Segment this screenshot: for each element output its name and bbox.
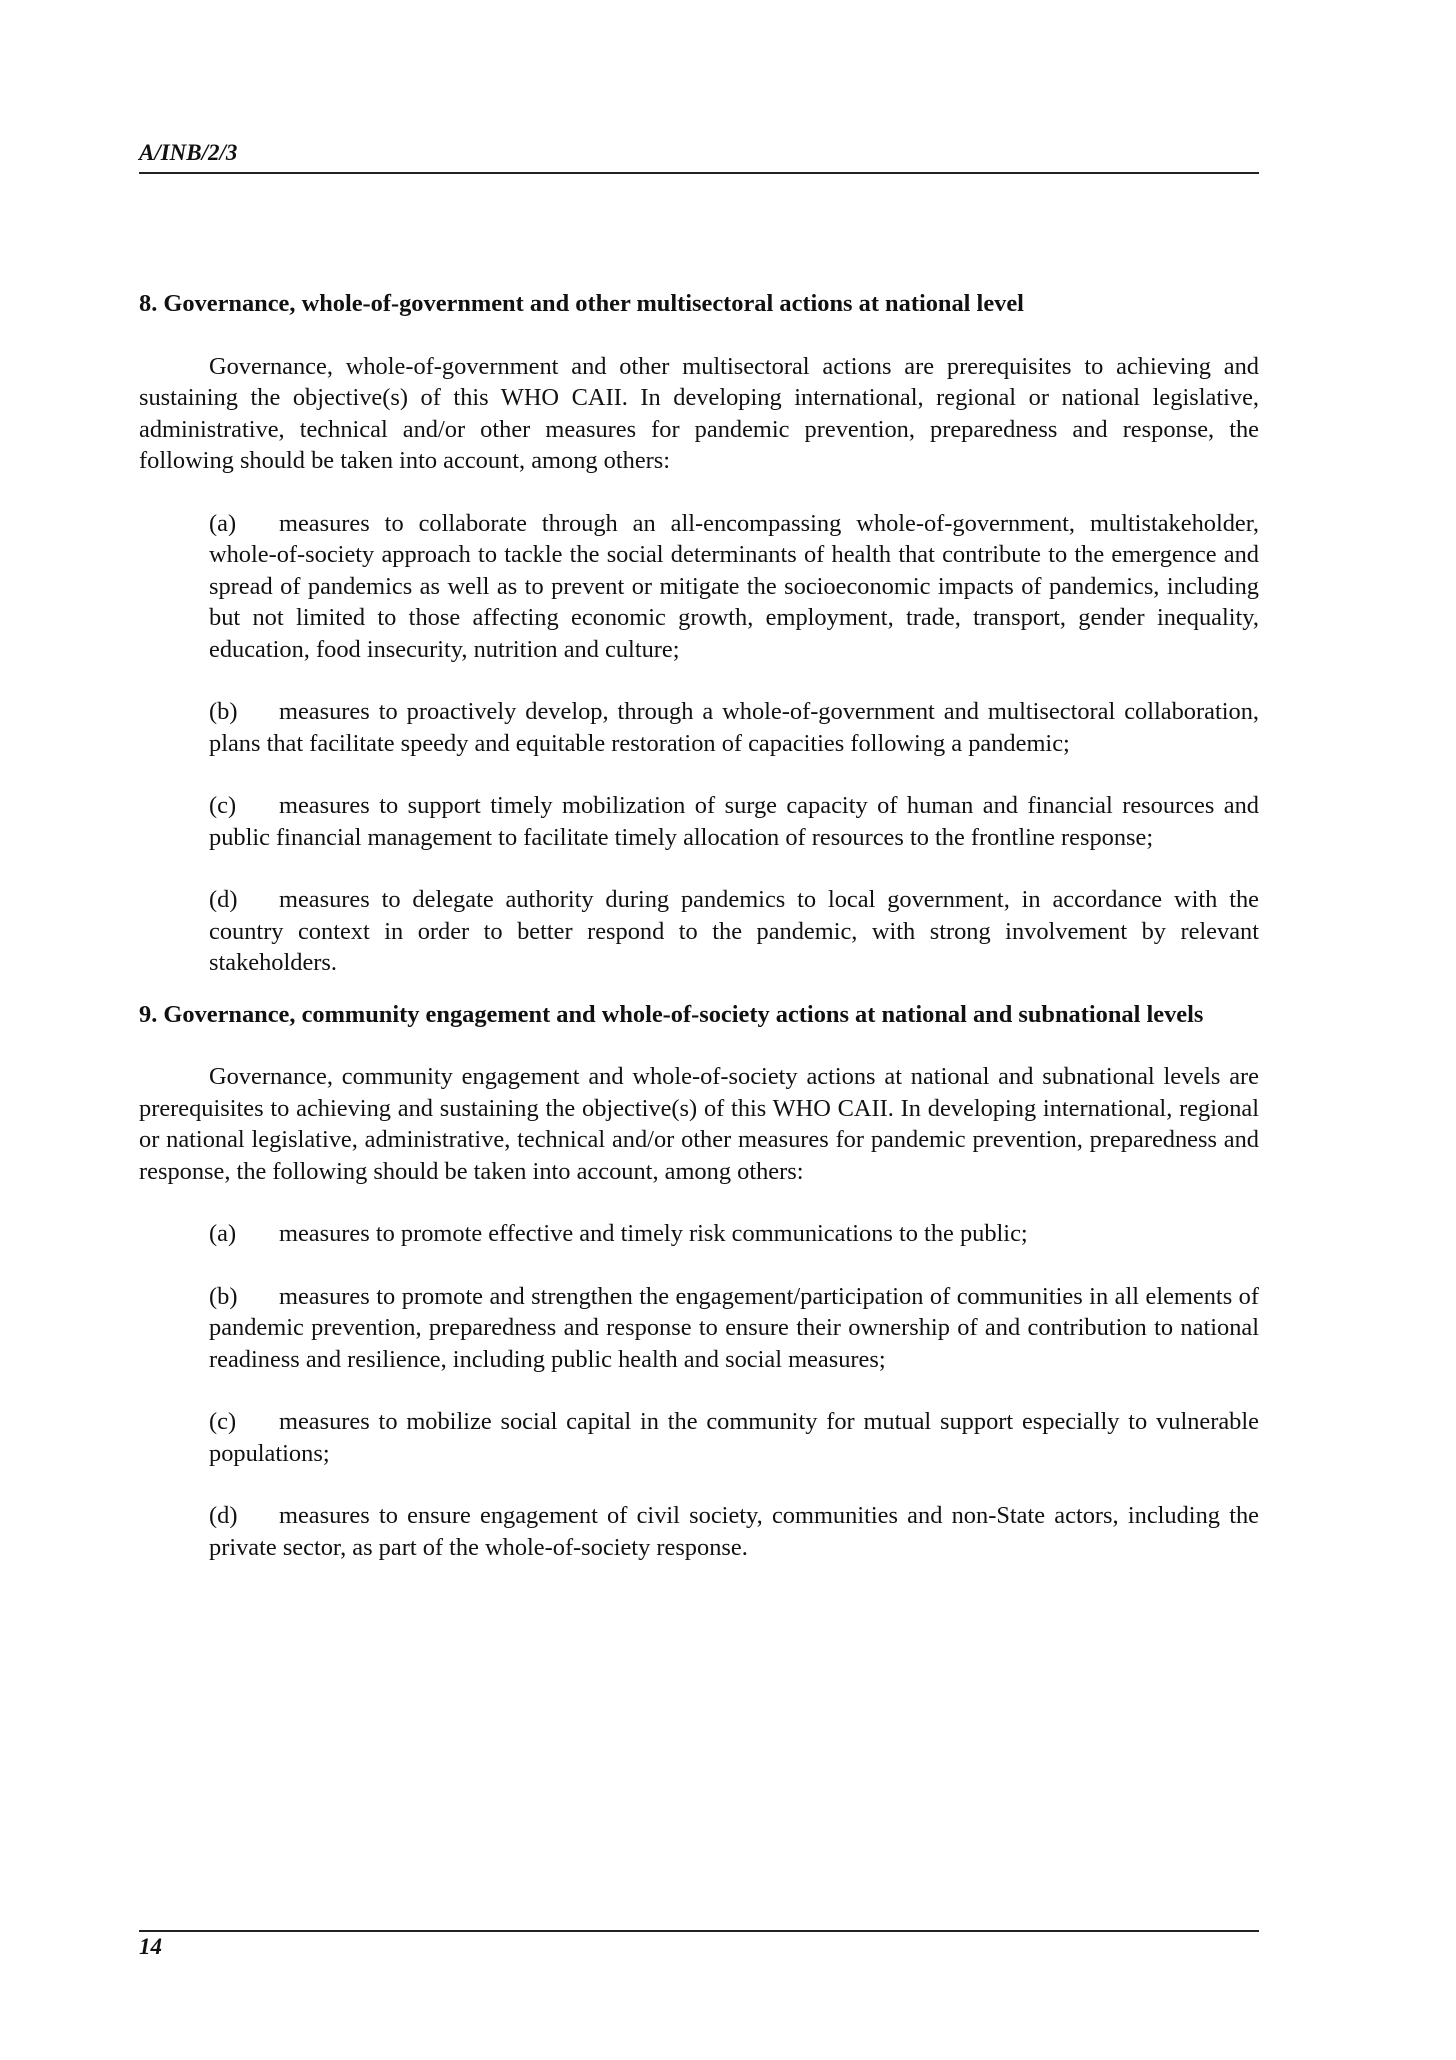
item-label: (a) [209,1220,237,1247]
section-9-heading: 9. Governance, community engagement and whole-of-society actions at national and subnational levels [139,1000,1204,1028]
section-8-item-d [209,884,1259,979]
item-text: measures to promote effective and timely risk communications to the public; [279,1220,1028,1247]
running-header [139,140,1259,174]
section-9-item-b [209,1281,1259,1376]
page-number: 14 [139,1934,162,1959]
item-label: (d) [209,886,238,913]
item-text: measures to promote and strengthen the engagement/participation of communities in all elements of pandemic prevention, preparedness and response to ensure their ownership of and contribution to national readiness and resilience, including public health and social measures; [209,1282,1259,1373]
item-label: (d) [209,1502,238,1529]
section-9-item-a [209,1218,1259,1250]
item-label: (c) [209,1408,237,1435]
item-text: measures to ensure engagement of civil society, communities and non-State actors, including the private sector, as part of the whole-of-society response. [209,1502,1259,1561]
section-8-heading: 8. Governance, whole-of-government and other multisectoral actions at national level [139,290,1024,317]
item-label: (b) [209,698,238,725]
section-8-intro: Governance, whole-of-government and other multisectoral actions are prerequisites to achieving and sustaining the objective(s) of this WHO CAII. In developing international, regional or national legislative, administrative, technical and/or other measures for pandemic prevention, preparedness and response, the following should be taken into account, among others: [139,352,1259,474]
section-8-item-c [209,790,1259,853]
item-text: measures to support timely mobilization of surge capacity of human and financial resources and public financial management to facilitate timely allocation of resources to the frontline response; [209,792,1259,851]
section-8-item-a [209,508,1259,666]
running-footer [139,1930,1259,1960]
section-9-item-c [209,1406,1259,1469]
page-content [139,288,1259,1563]
section-8-item-b [209,696,1259,759]
item-label: (b) [209,1282,238,1310]
item-label: (a) [209,509,237,537]
item-label: (c) [209,792,237,819]
item-text: measures to delegate authority during pandemics to local government, in accordance with the country context in order to better respond to the pandemic, with strong involvement by relevant stakeholders. [209,886,1259,976]
section-9-item-d [209,1500,1259,1563]
item-text: measures to proactively develop, through a whole-of-government and multisectoral collaboration, plans that facilitate speedy and equitable restoration of capacities following a pandemic; [209,698,1259,757]
item-text: measures to collaborate through an all-encompassing whole-of-government, multistakeholder, whole-of-society approach to tackle the social determinants of health that contribute to the emergence and spread of pandemics as well as to prevent or mitigate the socioeconomic impacts of pandemics, including but not limited to those affecting economic growth, employment, trade, transport, gender inequality, education, food insecurity, nutrition and culture; [209,509,1259,663]
section-9-intro: Governance, community engagement and whole-of-society actions at national and subnational levels are prerequisites to achieving and sustaining the objective(s) of this WHO CAII. In developing international, regional or national legislative, administrative, technical and/or other measures for pandemic prevention, preparedness and response, the following should be taken into account, among others: [139,1063,1259,1185]
document-code: A/INB/2/3 [139,140,238,165]
item-text: measures to mobilize social capital in the community for mutual support especially to vulnerable populations; [209,1408,1259,1467]
